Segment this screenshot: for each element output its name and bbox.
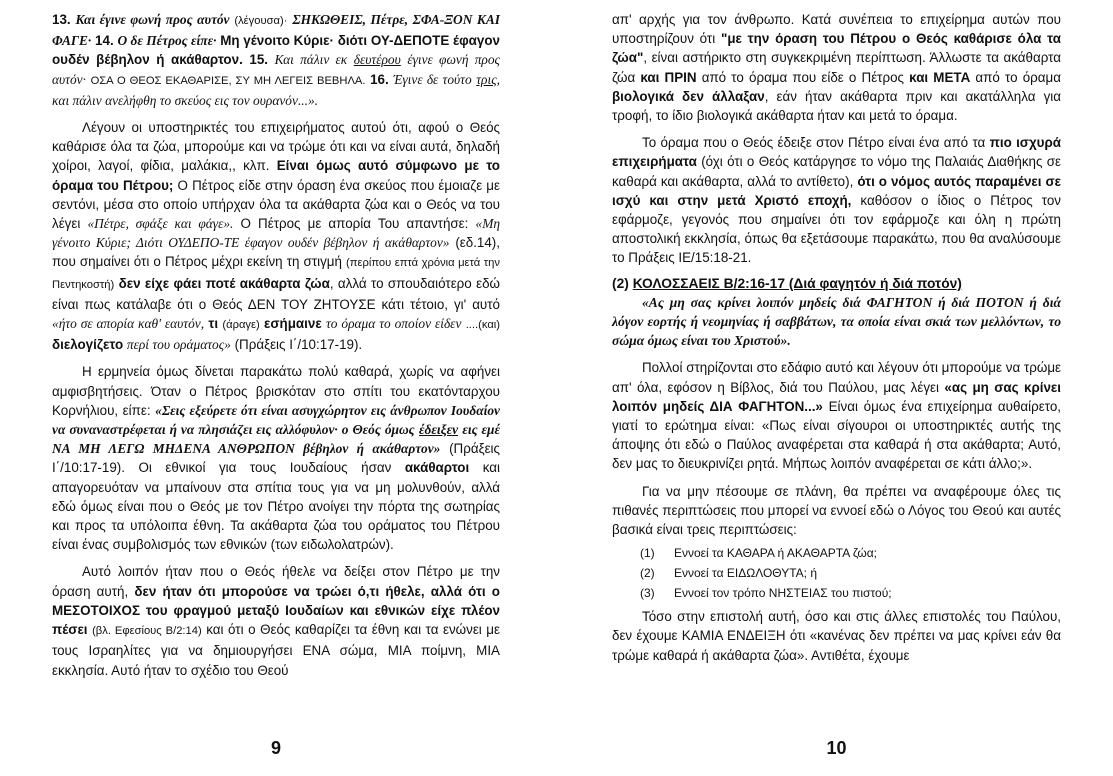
scripture-passage: 13. Και έγινε φωνή προς αυτόν (λέγουσα)· ΣΗΚΩΘΕΙΣ, Πέτρε, ΣΦΑ-ΞΟΝ ΚΑΙ ΦΑΓΕ· 14. Ο δε Πέτρος είπε· Μη γένοιτο Κύριε· διότι ΟΥ-ΔΕΠΟΤΕ έφαγον ουδέν βέβηλον ή ακάθαρτον. 15. Και πάλιν εκ δευτέρου έγινε φωνή προς αυτόν· ΟΣΑ Ο ΘΕΟΣ ΕΚΑΘΑΡΙΣΕ, ΣΥ ΜΗ ΛΕΓΕΙΣ ΒΕΒΗΛΑ. 16. Έγινε δε τούτο τρις, και πάλιν ανελήφθη το σκεύος εις τον ουρανόν...». (52, 12, 500, 108)
verse-number: 13. (52, 12, 71, 27)
cases-list (612, 543, 1061, 603)
list-item: (2) Εννοεί τα ΕΙΔΩΛΟΘΥΤΑ; ή (640, 566, 818, 581)
body-paragraph: Λέγουν οι υποστηρικτές του επιχειρήματος αυτού ότι, αφού ο Θεός καθάρισε όλα τα ζώα, μπορούμε και να τρώμε ότι και να είναι αυτά, δηλαδή χοίροι, λαγοί, φίδια, μαλάκια,, κλπ. Είναι όμως αυτό σύμφωνο με το όραμα του Πέτρου; Ο Πέτρος είδε στην όραση ένα σκεύος που έμοιαζε με σεντόνι, μέσα στο οποίο υπήρχαν όλα τα ακάθαρτα ζώα και ο Θεός να του λέγει «Πέτρε, σφάξε και φάγε». Ο Πέτρος με απορία Του απαντήσε: «Μη γένοιτο Κύριε; Διότι ΟΥΔΕΠΟ-ΤΕ έφαγον ουδέν βέβηλον ή ακάθαρτον» (εδ.14), που σημαίνει ότι ο Πέτρος μέχρι εκείνη τη στιγμή (περίπου επτά χρόνια μετά την Πεντηκοστή) δεν είχε φάει ποτέ ακάθαρτα ζώα, αλλά το σπουδαιότερο εδώ είναι πως κατάλαβε ότι ο Θεός ΔΕΝ ΤΟΥ ΖΗΤΟΥΣΕ κάτι τέτοιο, γι' αυτό «ήτο σε απορία καθ' εαυτόν, τι (άραγε) εσήμαινε το όραμα το οποίον είδεν ....(και) διελογίζετο περί του οράματος» (Πράξεις Ι΄/10:17-19). (52, 120, 500, 353)
verse-number: 16. (370, 71, 389, 87)
verse-number: 14. (95, 33, 114, 49)
left-page (52, 10, 500, 770)
page-number: 9 (270, 737, 281, 758)
body-paragraph: Για να μην πέσουμε σε πλάνη, θα πρέπει να αναφέρουμε όλες τις πιθανές περιπτώσεις που μπορεί να εννοεί εδώ ο Λόγος του Θεού και αυτές βασικά είναι τρεις περιπτώσεις: (612, 483, 1061, 538)
body-paragraph: Τόσο στην επιστολή αυτή, όσο και στις άλλες επιστολές του Παύλου, δεν έχουμε ΚΑΜΙΑ ΕΝΔΕΙΞΗ ότι «κανένας δεν πρέπει να μας κρίνει εάν θα τρώμε καθαρά ή ακάθαρτα ζώα». Αντιθέτα, έχουμε (612, 609, 1061, 663)
section-heading: (2) ΚΟΛΟΣΣΑΕΙΣ Β/2:16-17 (Διά φαγητόν ή διά ποτόν) (612, 275, 962, 291)
body-paragraph: Το όραμα που ο Θεός έδειξε στον Πέτρο είναι ένα από τα πιο ισχυρά επιχειρήματα (όχι ότι ο Θεός κατάργησε το νόμο της Παλαιάς Διαθήκης σε καθαρά και ακάθαρτα, αλλά το αντίθετο), ότι ο νόμος αυτός παραμένει σε ισχύ και στην μετά Χριστό εποχή, καθόσον ο ίδιος ο Πέτρος τον εφάρμοζε, γεγονός που σημαίνει ότι τον εφάρμοζε και όλη η πρώτη αποστολική εκκλησία, όπως θα εξετάσουμε παρακάτω, που θα αναλύσουμε το Πράξεις ΙΕ/15:18-21. (612, 135, 1061, 266)
body-paragraph: Η ερμηνεία όμως δίνεται παρακάτω πολύ καθαρά, χωρίς να αφήνει αμφισβητήσεις. Όταν ο Πέτρος βρισκόταν στο σπίτι του εκατόνταρχου Κορνήλιου, είπε: «Σεις εξεύρετε ότι είναι ασυγχώρητον εις άνθρωπον Ιουδαίον να συναναστρέφεται ή να πλησιάζει εις αλλόφυλον· ο Θεός όμως έδειξεν εις εμέ ΝΑ ΜΗ ΛΕΓΩ ΜΗΔΕΝΑ ΑΝΘΡΩΠΟΝ βέβηλον ή ακάθαρτον» (Πράξεις Ι΄/10:17-19). Οι εθνικοί για τους Ιουδαίους ήσαν ακάθαρτοι και απαγορευόταν να μπαίνουν στα σπίτια τους για να μη μολυνθούν, αλλά εδώ όμως είναι που ο Θεός με τον Πέτρο ανοίγει την πόρτα της σωτηρίας και προς τα υπόλοιπα έθνη. Τα ακάθαρτα ζώα του οράματος του Πέτρου είναι ένας συμβολισμός των εθνικών (των ειδωλολατρών). (52, 364, 500, 553)
body-paragraph: απ' αρχής για τον άνθρωπο. Κατά συνέπεια το επιχείρημα αυτών που υποστηρίζουν ότι "με την όραση του Πέτρου ο Θεός καθάρισε όλα τα ζώα", είναι αστήρικτο στη συγκεκριμένη περίπτωση. Άλλωστε τα ακάθαρτα ζώα και ΠΡΙΝ από το όραμα που είδε ο Πέτρος και ΜΕΤΑ από το όραμα βιολογικά δεν άλλαξαν, εάν ήταν ακάθαρτα πριν και ακατάλληλα για τροφή, το ίδιο βιολογικά ακάθαρτα ήταν και μετά το όραμα. (612, 12, 1061, 124)
list-item: (3) Εννοεί τον τρόπο ΝΗΣΤΕΙΑΣ του πιστού; (640, 586, 892, 601)
body-paragraph: Πολλοί στηρίζονται στο εδάφιο αυτό και λέγουν ότι μπορούμε να τρώμε απ' όλα, εφόσον η Βίβλος, διά του Παύλου, μας λέγει «ας μη σας κρίνει λοιπόν μηδείς ΔΙΑ ΦΑΓΗΤΟΝ...» Είναι όμως ένα επιχείρημα αυθαίρετο, γιατί το ερώτημα είναι: «Πως είναι σίγουροι οι υποστηρικτές αυτής της άποψης ότι εδώ ο Παύλος αναφέρεται στα καθαρά ή στα ακάθαρτα; Αυτό, δεν μας το διευκρινίζει ρητά. Μήπως λοιπόν αναφέρεται σε κάτι άλλο;». (612, 360, 1061, 472)
page-number: 10 (826, 737, 847, 758)
verse-number: 15. (249, 52, 268, 68)
scripture-quote: «Ας μη σας κρίνει λοιπόν μηδείς διά ΦΑΓΗΤΟΝ ή διά ΠΟΤΟΝ ή διά λόγον εορτής ή νεομηνίας ή σαββάτων, τα οποία είναι σκιά των μελλόντων, το σώμα όμως είναι του Χριστού». (612, 294, 1061, 349)
body-paragraph: Αυτό λοιπόν ήταν που ο Θεός ήθελε να δείξει στον Πέτρο με την όραση αυτή, δεν ήταν ότι μπορούσε να τρώει ό,τι ήθελε, αλλά ότι ο ΜΕΣΟΤΟΙΧΟΣ του φραγμού μεταξύ Ιουδαίων και εθνικών είχε πλέον πέσει (βλ. Εφεσίους Β/2:14) και ότι ο Θεός καθαρίζει τα έθνη και τα ενώνει με τους Ισραηλίτες για να δημιουργήσει ΕΝΑ σώμα, ΜΙΑ ποίμνη, ΜΙΑ εκκλησία. Αυτό ήταν το σχέδιο του Θεού (52, 564, 500, 678)
list-item: (1) Εννοεί τα ΚΑΘΑΡΑ ή ΑΚΑΘΑΡΤΑ ζώα; (640, 546, 878, 561)
right-page (612, 10, 1061, 770)
